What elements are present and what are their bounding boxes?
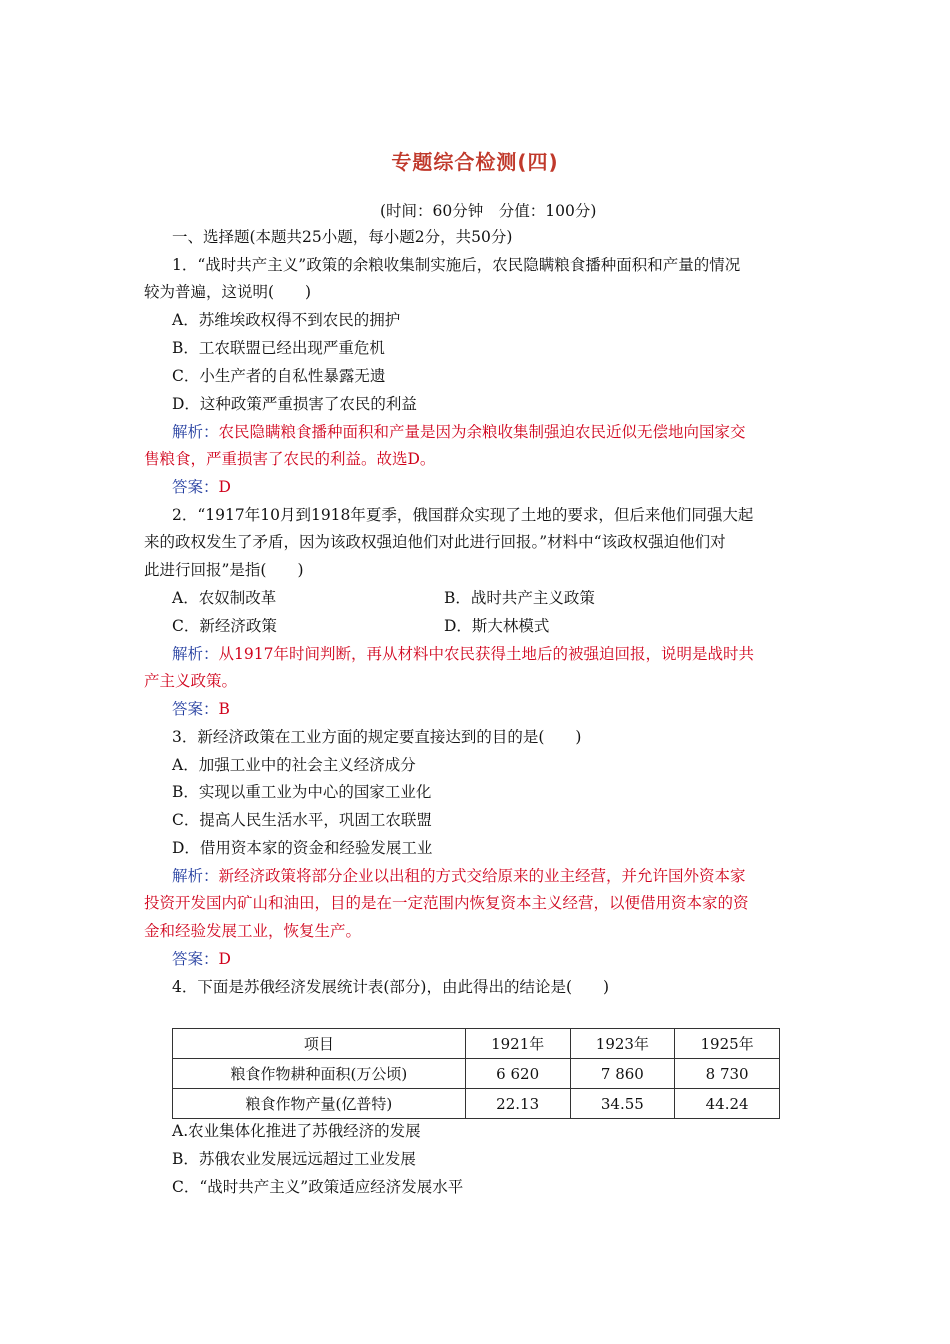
q2-option-d: D．斯大林模式 — [444, 617, 550, 635]
q1-option-b: B．工农联盟已经出现严重危机 — [172, 339, 385, 357]
table-cell: 44.24 — [675, 1089, 780, 1119]
q3-analysis-line3: 金和经验发展工业，恢复生产。 — [144, 922, 362, 940]
table-header-cell: 1923年 — [570, 1029, 675, 1059]
q1-option-c: C．小生产者的自私性暴露无遗 — [172, 367, 386, 385]
q4-option-a: A.农业集体化推进了苏俄经济的发展 — [172, 1122, 421, 1140]
table-cell: 8 730 — [675, 1059, 780, 1089]
q1-stem-line1: 1．“战时共产主义”政策的余粮收集制实施后，农民隐瞒粮食播种面积和产量的情况 — [172, 256, 741, 274]
q2-analysis-line2: 产主义政策。 — [144, 672, 238, 690]
q1-analysis-line1 — [172, 422, 746, 442]
q1-answer-label: 答案： — [172, 478, 219, 496]
table-cell: 34.55 — [570, 1089, 675, 1119]
q2-option-a: A．农奴制改革 — [172, 589, 277, 607]
table-row — [173, 1059, 780, 1089]
q3-analysis-line2: 投资开发国内矿山和油田，目的是在一定范围内恢复资本主义经营，以便借用资本家的资 — [144, 894, 749, 912]
q4-option-b: B．苏俄农业发展远远超过工业发展 — [172, 1150, 416, 1168]
page-title: 专题综合检测(四) — [391, 150, 559, 174]
q2-analysis-label: 解析： — [172, 645, 219, 663]
q2-answer — [172, 699, 230, 719]
table-row — [173, 1089, 780, 1119]
q2-analysis-text: 从1917年时间判断，再从材料中农民获得土地后的被强迫回报，说明是战时共 — [218, 645, 754, 663]
q2-stem-line2: 来的政权发生了矛盾，因为该政权强迫他们对此进行回报。”材料中“该政权强迫他们对 — [144, 533, 726, 551]
table-header-cell: 项目 — [173, 1029, 466, 1059]
exam-meta: (时间：60分钟 分值：100分) — [380, 202, 597, 220]
q2-option-c: C．新经济政策 — [172, 617, 277, 635]
q2-answer-label: 答案： — [172, 700, 219, 718]
q1-answer — [172, 477, 231, 497]
q1-option-d: D．这种政策严重损害了农民的利益 — [172, 395, 417, 413]
table-cell: 22.13 — [465, 1089, 570, 1119]
section-heading: 一、选择题(本题共25小题，每小题2分，共50分) — [172, 228, 513, 246]
table-header-cell: 1925年 — [675, 1029, 780, 1059]
q4-stem-line1: 4．下面是苏俄经济发展统计表(部分)，由此得出的结论是( ) — [172, 978, 610, 996]
q3-answer-value: D — [218, 950, 231, 968]
q2-answer-value: B — [218, 700, 230, 718]
q1-analysis-text: 农民隐瞒粮食播种面积和产量是因为余粮收集制强迫农民近似无偿地向国家交 — [218, 423, 746, 441]
q1-answer-value: D — [218, 478, 231, 496]
q3-option-d: D．借用资本家的资金和经验发展工业 — [172, 839, 433, 857]
q3-analysis-label: 解析： — [172, 867, 219, 885]
q3-stem-line1: 3．新经济政策在工业方面的规定要直接达到的目的是( ) — [172, 728, 582, 746]
q3-option-c: C．提高人民生活水平，巩固工农联盟 — [172, 811, 432, 829]
q3-analysis-line1 — [172, 866, 746, 886]
q1-analysis-label: 解析： — [172, 423, 219, 441]
q1-analysis-line2: 售粮食，严重损害了农民的利益。故选D。 — [144, 450, 436, 468]
q3-answer — [172, 949, 231, 969]
q2-option-b: B．战时共产主义政策 — [444, 589, 595, 607]
q2-stem-line1: 2．“1917年10月到1918年夏季，俄国群众实现了土地的要求，但后来他们同强大起 — [172, 506, 754, 524]
table-header-cell: 1921年 — [465, 1029, 570, 1059]
q1-option-a: A．苏维埃政权得不到农民的拥护 — [172, 311, 401, 329]
table-cell: 6 620 — [465, 1059, 570, 1089]
q3-answer-label: 答案： — [172, 950, 219, 968]
table-cell: 7 860 — [570, 1059, 675, 1089]
table-cell: 粮食作物耕种面积(万公顷) — [173, 1059, 466, 1089]
table-cell: 粮食作物产量(亿普特) — [173, 1089, 466, 1119]
q3-option-b: B．实现以重工业为中心的国家工业化 — [172, 783, 432, 801]
q1-stem-line2: 较为普遍，这说明( ) — [144, 283, 312, 301]
q4-option-c: C．“战时共产主义”政策适应经济发展水平 — [172, 1178, 464, 1196]
q3-analysis-text: 新经济政策将部分企业以出租的方式交给原来的业主经营，并允许国外资本家 — [218, 867, 746, 885]
table-header-row — [173, 1029, 780, 1059]
q3-option-a: A．加强工业中的社会主义经济成分 — [172, 756, 416, 774]
q2-analysis-line1 — [172, 644, 754, 664]
statistics-table — [172, 1028, 780, 1119]
q2-stem-line3: 此进行回报”是指( ) — [144, 561, 304, 579]
